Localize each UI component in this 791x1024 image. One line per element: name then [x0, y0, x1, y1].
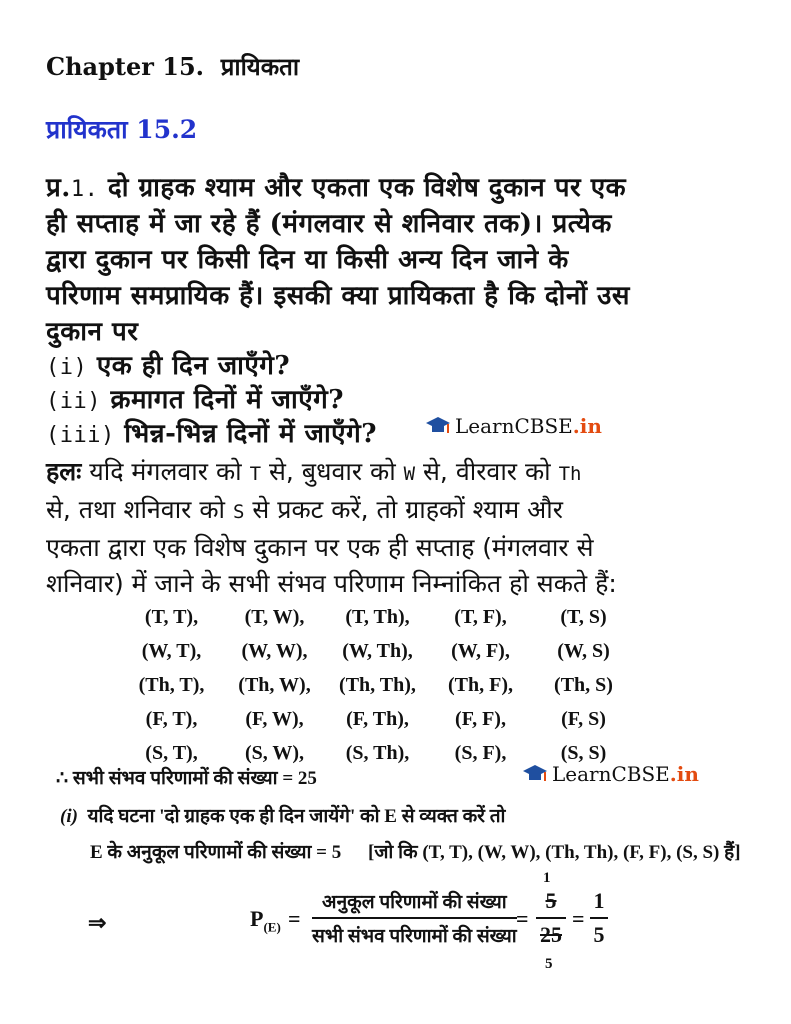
- table-cell: (F, F),: [455, 707, 506, 730]
- fraction-bar: [312, 917, 517, 919]
- solution-line-2: से, तथा शनिवार को S से प्रकट करें, तो ग्राहकों श्याम और: [46, 495, 563, 524]
- question-part-ii: (ii) क्रमागत दिनों में जाएँगे?: [46, 385, 344, 415]
- value-denominator: 25: [540, 922, 562, 947]
- table-cell: (W, S): [557, 639, 610, 662]
- question-line-2: ही सप्ताह में जा रहे हैं (मंगलवार से शनिवार तक)। प्रत्येक: [46, 209, 612, 239]
- outcomes-table: [120, 600, 635, 770]
- table-cell: (Th, W),: [238, 673, 311, 696]
- question-part-i: (i) एक ही दिन जाएँगे?: [46, 351, 291, 381]
- table-cell: (F, S): [561, 707, 606, 730]
- learncbse-logo-2: LearnCBSE .in: [522, 762, 699, 786]
- solution-line-3: एकता द्वारा एक विशेष दुकान पर एक ही सप्ताह (मंगलवार से: [46, 533, 594, 562]
- question-line-4: परिणाम समप्रायिक हैं। इसकी क्या प्रायिकता है कि दोनों उस: [46, 281, 630, 311]
- question-line-5: दुकान पर: [46, 317, 139, 347]
- total-outcomes: ∴ सभी संभव परिणामों की संख्या = 25: [56, 768, 317, 789]
- table-cell: (F, Th),: [346, 707, 409, 730]
- table-row: [120, 668, 635, 702]
- table-cell: (W, Th),: [342, 639, 413, 662]
- question-part-iii: (iii) भिन्न-भिन्न दिनों में जाएँगे?: [46, 419, 377, 449]
- table-cell: (Th, S): [554, 673, 613, 696]
- table-row: [120, 600, 635, 634]
- result-fraction: [590, 888, 608, 948]
- equals-3: =: [572, 906, 585, 931]
- graduation-cap-icon: [425, 415, 451, 437]
- table-cell: (T, T),: [144, 605, 199, 628]
- table-cell: (Th, Th),: [339, 673, 416, 696]
- question-line-1: प्र.1. दो ग्राहक श्याम और एकता एक विशेष दुकान पर एक: [46, 173, 627, 203]
- table-cell: (W, F),: [451, 639, 510, 662]
- equals-1: =: [288, 906, 301, 931]
- part-i-statement: (i) यदि घटना 'दो ग्राहक एक ही दिन जायेंगे' को E से व्यक्त करें तो: [60, 806, 506, 827]
- table-cell: (T, W),: [244, 605, 305, 628]
- solution-line-1: हलः यदि मंगलवार को T से, बुधवार को W से, वीरवार को Th: [46, 457, 582, 486]
- table-cell: (T, S): [560, 605, 607, 628]
- table-row: [120, 702, 635, 736]
- favourable-list: [जो कि (T, T), (W, W), (Th, Th), (F, F), (S, S) हैं]: [368, 842, 741, 863]
- equals-2: =: [516, 906, 529, 931]
- learncbse-logo: LearnCBSE .in: [425, 414, 602, 438]
- fraction-bar: [590, 917, 608, 919]
- table-cell: (W, W),: [241, 639, 308, 662]
- result-numerator: 1: [593, 888, 605, 913]
- table-cell: (Th, F),: [448, 673, 513, 696]
- table-cell: (W, T),: [141, 639, 202, 662]
- table-cell: (S, Th),: [345, 741, 410, 764]
- table-cell: (T, F),: [454, 605, 507, 628]
- table-row: [120, 634, 635, 668]
- graduation-cap-icon: [522, 763, 548, 785]
- implies-symbol: ⇒: [88, 910, 107, 935]
- probability-label: $P_{(E)}$: [250, 906, 281, 935]
- fraction-bar: [536, 917, 566, 919]
- cancel-top: 1: [543, 870, 551, 886]
- table-cell: (F, T),: [145, 707, 198, 730]
- solution-line-4: शनिवार) में जाने के सभी संभव परिणाम निम्नांकित हो सकते हैं:: [46, 569, 617, 598]
- table-cell: (S, W),: [244, 741, 305, 764]
- question-line-3: द्वारा दुकान पर किसी दिन या किसी अन्य दिन जाने के: [46, 245, 569, 275]
- table-cell: (Th, T),: [138, 673, 205, 696]
- value-numerator: 5: [545, 888, 557, 913]
- section-title: प्रायिकता 15.2: [46, 115, 198, 144]
- value-fraction: [536, 888, 566, 948]
- numerator-text: अनुकूल परिणामों की संख्या: [322, 892, 507, 913]
- result-denominator: 5: [593, 922, 605, 947]
- table-cell: (S, T),: [145, 741, 198, 764]
- chapter-title: Chapter 15. प्रायिकता: [46, 52, 300, 81]
- favourable-count: E के अनुकूल परिणामों की संख्या = 5: [90, 842, 342, 863]
- table-cell: (S, F),: [454, 741, 507, 764]
- denominator-text: सभी संभव परिणामों की संख्या: [312, 926, 517, 947]
- table-cell: (S, S): [560, 741, 607, 764]
- table-cell: (F, W),: [245, 707, 304, 730]
- cancel-bottom: 5: [545, 956, 553, 972]
- formula-fraction: [312, 888, 517, 948]
- table-cell: (T, Th),: [345, 605, 410, 628]
